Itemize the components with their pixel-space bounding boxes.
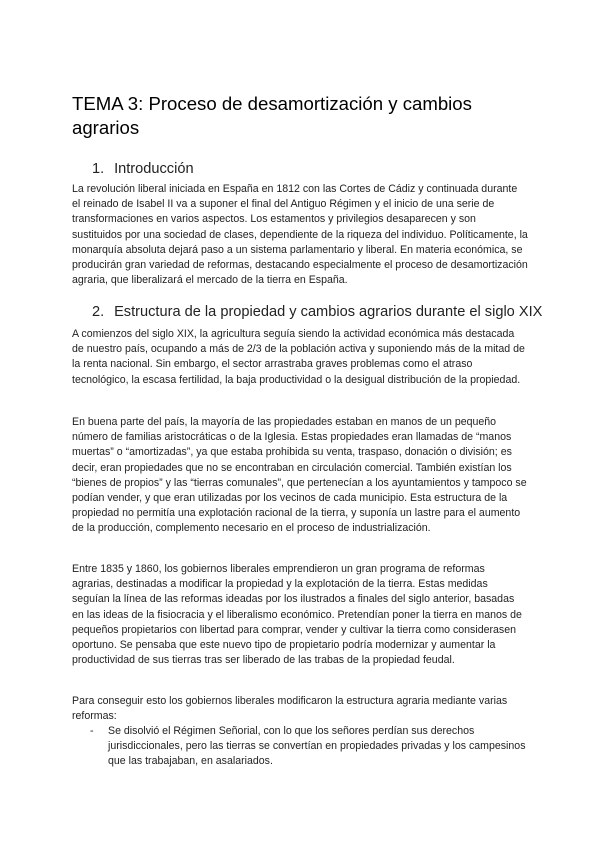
paragraph: A comienzos del siglo XIX, la agricultura seguía siendo la actividad económica más destacada de nuestro país, ocupando a más de 2/3 de la población activa y suponiendo más de la mitad de la renta nacional. Sin embargo, el sector arrastraba graves problemas como el atraso tecnológico, la escasa fertilidad, la baja productividad o la desigual distribución de la propiedad.	[72, 328, 525, 386]
paragraph: Entre 1835 y 1860, los gobiernos liberales emprendieron un gran programa de reformas agrarias, destinadas a modificar la propiedad y la explotación de la tierra. Estas medidas seguían la línea de las reformas ideadas por los ilustrados a finales del siglo anterior, basadas en las ideas de la fisiocracia y el liberalismo económico. Pretendían poner la tierra en manos de pequeños propietarios con libertad para comprar, vender y cultivar la tierra como considerasen oportuno. Se pensaba que este nuevo tipo de propietario podría modernizar y aumentar la productividad de sus tierras tras ser liberado de las trabas de la propiedad feudal.	[72, 563, 522, 667]
reform-list	[72, 724, 528, 770]
section-heading-introduccion	[92, 159, 532, 179]
section-heading-text: Estructura de la propiedad y cambios agrarios durante el siglo XIX	[114, 304, 543, 320]
section-heading-estructura	[92, 302, 543, 322]
paragraph: Para conseguir esto los gobiernos liberales modificaron la estructura agraria mediante varias reformas:	[72, 695, 508, 723]
paragraph: En buena parte del país, la mayoría de las propiedades estaban en manos de un pequeño número de familias aristocráticas o de la Iglesia. Estas propiedades eran llamadas de “manos muertas” o “amortizadas”, ya que estaba prohibida su venta, traspaso, donación o división; es decir, eran propiedades que no se encontraban en circulación comercial. También existían los “bienes de propios” y las “tierras comunales”, que pertenecían a los ayuntamientos y tampoco se podían vender, y que eran utilizadas por los vecinos de cada municipio. Esta estructura de la propiedad no permitía una explotación racional de la tierra, y suponía un lastre para el aumento de la producción, complemento necesario en el proceso de industrialización.	[72, 416, 527, 535]
section-number: 2.	[92, 304, 105, 320]
list-item	[72, 724, 528, 770]
list-item-text: Se disolvió el Régimen Señorial, con lo que los señores perdían sus derechos jurisdiccionales, pero las tierras se convertían en propiedades privadas y los campesinos que las trabajaban, en asalariados.	[108, 725, 526, 768]
paragraph: La revolución liberal iniciada en España en 1812 con las Cortes de Cádiz y continuada durante el reinado de Isabel II va a suponer el final del Antiguo Régimen y el inicio de una serie de transformaciones en varios aspectos. Los estamentos y privilegios desaparecen y son sustituidos por una sociedad de clases, dependiente de la riqueza del individuo. Políticamente, la monarquía absoluta dejará paso a un sistema parlamentario y liberal. En materia económica, se producirán gran variedad de reformas, destacando especialmente el proceso de desamortización agraria, que liberalizará el mercado de la tierra en España.	[72, 183, 528, 287]
document-title: TEMA 3: Proceso de desamortización y cambios agrarios	[72, 93, 472, 138]
section-heading-text: Introducción	[114, 161, 194, 177]
list-bullet: -	[90, 725, 94, 737]
section-number: 1.	[92, 161, 105, 177]
